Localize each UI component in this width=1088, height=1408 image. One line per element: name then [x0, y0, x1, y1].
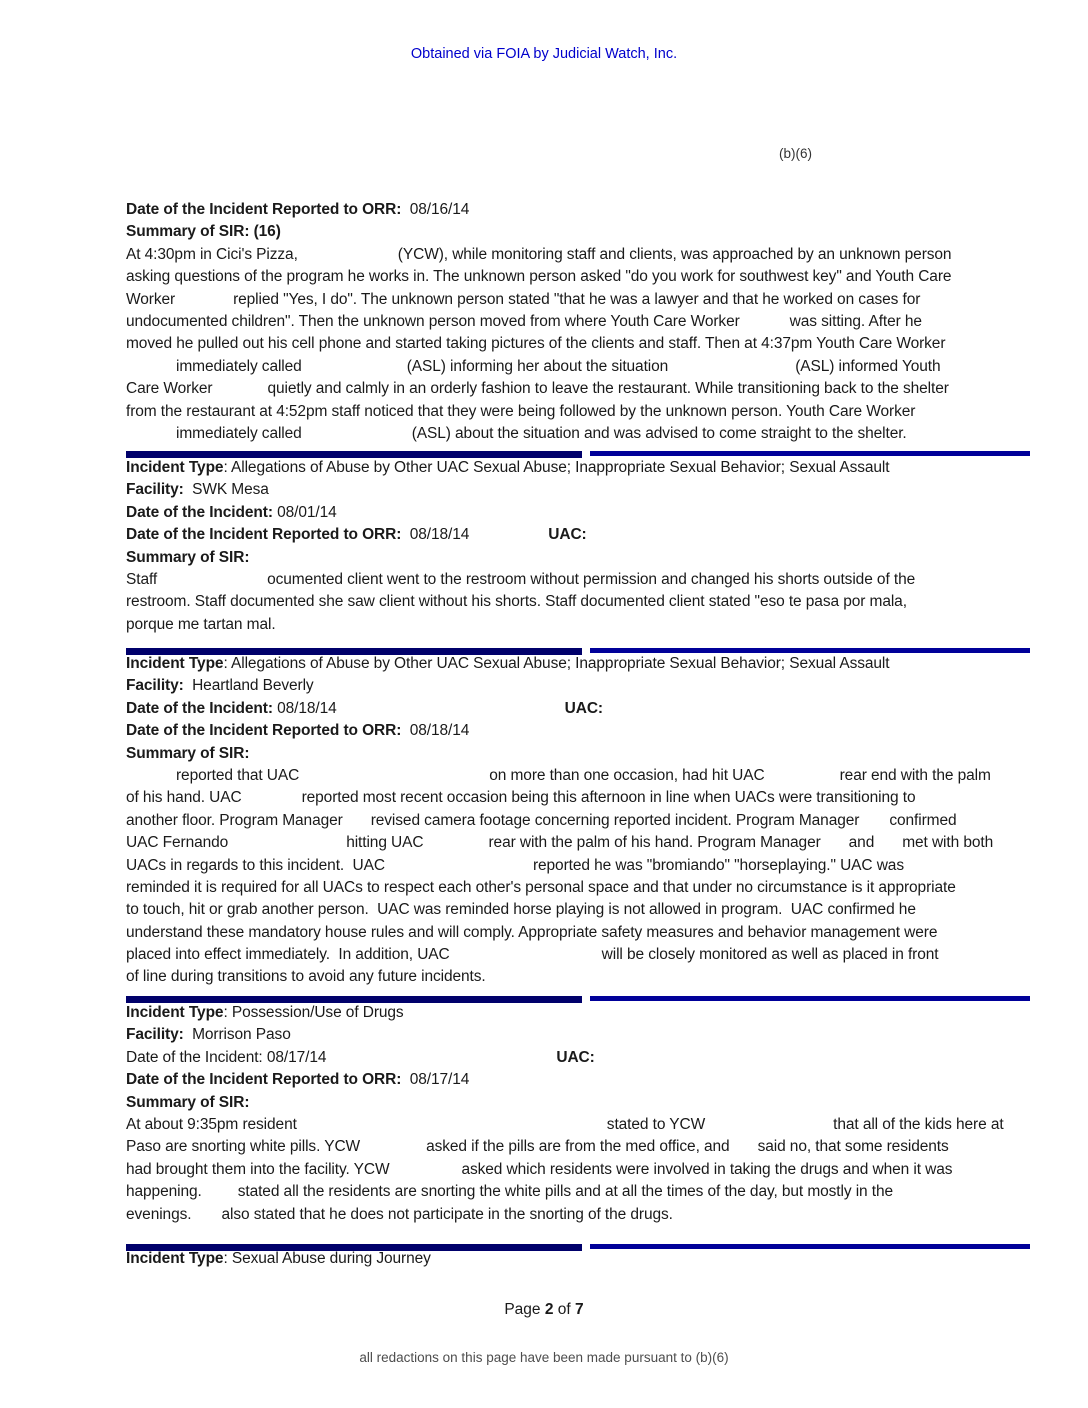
report-line [126, 944, 1028, 966]
report-line [126, 244, 1028, 266]
report-line [126, 743, 1028, 765]
field-label: Date of the Incident: [126, 699, 273, 717]
text-segment: that all of the kids here at [833, 1115, 1004, 1133]
redacted-gap [326, 1061, 556, 1062]
field-label: Date of the Incident Reported to ORR: [126, 722, 402, 740]
text-segment: from the restaurant at 4:52pm staff noticed that they were being followed by the unknown person. Youth Care Worker [126, 402, 916, 420]
redacted-gap [175, 303, 233, 304]
redacted-gap [385, 869, 533, 870]
report-line [126, 1024, 1028, 1046]
text-segment: reported that UAC [176, 766, 300, 784]
redacted-gap [202, 1195, 238, 1196]
text-segment: UACs in regards to this incident. UAC [126, 856, 385, 874]
text-segment: Staff [126, 570, 158, 588]
field-label: Incident Type [126, 1250, 224, 1267]
redacted-gap [859, 824, 889, 825]
report-line [126, 1204, 1028, 1226]
report-line [126, 1092, 1028, 1114]
text-segment: rear end with the palm [839, 766, 991, 784]
field-label: Date of the Incident Reported to ORR: [126, 201, 402, 218]
field-label: Facility: [126, 677, 184, 695]
text-segment: on more than one occasion, had hit UAC [489, 766, 765, 784]
report-line [126, 423, 1028, 445]
redacted-gap [126, 370, 176, 371]
text-segment: asked if the pills are from the med office, and [426, 1138, 730, 1156]
text-segment: another floor. Program Manager [126, 811, 343, 829]
redacted-gap [765, 779, 840, 780]
text-segment: undocumented children". Then the unknown person moved from where Youth Care Worker [126, 312, 740, 330]
report-line [126, 1136, 1028, 1158]
text-segment: Heartland Beverly [183, 677, 314, 695]
report-line [126, 266, 1028, 288]
report-line [126, 720, 1028, 742]
redacted-gap [450, 958, 602, 959]
text-segment: reported he was "bromiando" "horseplaying." UAC was [532, 856, 904, 874]
text-segment: 08/18/14 [272, 699, 337, 717]
text-segment: said no, that some residents [757, 1138, 949, 1156]
redacted-gap [705, 1128, 833, 1129]
redacted-gap [874, 846, 902, 847]
redacted-gap [740, 325, 790, 326]
text-segment: 08/16/14 [401, 201, 470, 218]
report-line [126, 221, 1028, 243]
text-segment: will be closely monitored as well as placed in front [601, 946, 939, 964]
redacted-gap [389, 1173, 461, 1174]
report-line [126, 922, 1028, 944]
text-segment: ocumented client went to the restroom without permission and changed his shorts outside of the [267, 570, 916, 588]
field-label: Incident Type [126, 1004, 224, 1021]
report-line [126, 787, 1028, 809]
report-line [126, 675, 1028, 697]
page-total: 7 [575, 1301, 584, 1318]
redacted-gap [299, 779, 489, 780]
field-label: UAC: [564, 699, 603, 717]
text-segment: reported most recent occasion being this afternoon in line when UACs were transitioning to [301, 789, 916, 807]
page-number: 2 [544, 1301, 554, 1318]
redacted-gap [343, 824, 371, 825]
incident-section-sexual-abuse-journey [126, 1248, 1028, 1270]
redacted-gap [469, 538, 548, 539]
foia-header-notice: Obtained via FOIA by Judicial Watch, Inc. [410, 46, 678, 62]
text-segment: hitting UAC [346, 834, 424, 852]
text-segment: rear with the palm of his hand. Program Manager [488, 834, 821, 852]
text-segment: immediately called [176, 424, 302, 442]
redacted-gap [423, 846, 488, 847]
report-line [126, 311, 1028, 333]
report-line [126, 1181, 1028, 1203]
redacted-gap [126, 437, 176, 438]
text-segment: and [848, 834, 875, 852]
report-line [126, 199, 1028, 221]
incident-section-morrison-paso [126, 1002, 1028, 1226]
report-line [126, 614, 1028, 636]
report-line [126, 289, 1028, 311]
text-segment: Care Worker [126, 380, 213, 398]
text-segment: asked which residents were involved in taking the drugs and when it was [461, 1160, 953, 1178]
text-segment: placed into effect immediately. In addition, UAC [126, 946, 450, 964]
text-segment: (ASL) about the situation and was advised to come straight to the shelter. [411, 424, 907, 442]
text-segment: 08/17/14 [401, 1071, 470, 1089]
text-segment: reminded it is required for all UACs to respect each other's personal space and that under no circumstance is it appropriate [126, 878, 956, 896]
field-label: Summary of SIR: [126, 744, 250, 762]
report-line [126, 457, 1028, 479]
field-label: Facility: [126, 1026, 184, 1044]
report-line [126, 524, 1028, 546]
field-label: Date of the Incident Reported to ORR: [126, 526, 402, 544]
report-line [126, 1047, 1028, 1069]
report-line [126, 591, 1028, 613]
text-segment: happening. [126, 1183, 202, 1201]
report-line [126, 401, 1028, 423]
text-segment: Date of the Incident: 08/17/14 [126, 1048, 327, 1066]
redacted-gap [212, 392, 267, 393]
text-segment: : Sexual Abuse during Journey [223, 1250, 431, 1267]
report-line [126, 1002, 1028, 1024]
redacted-gap [191, 1218, 221, 1219]
field-label: Incident Type [126, 655, 224, 672]
of-label: of [557, 1301, 571, 1318]
field-label: Incident Type [126, 459, 224, 476]
report-line [126, 1159, 1028, 1181]
text-segment: immediately called [176, 357, 302, 375]
incident-section-swk-mesa [126, 457, 1028, 636]
report-line [126, 765, 1028, 787]
text-segment: : Allegations of Abuse by Other UAC Sexual Abuse; Inappropriate Sexual Behavior; Sexual Assault [223, 655, 890, 672]
report-line [126, 378, 1028, 400]
divider-right-segment [590, 451, 1030, 456]
text-segment: had brought them into the facility. YCW [126, 1160, 390, 1178]
text-segment: stated to YCW [606, 1115, 706, 1133]
page-label: Page [504, 1301, 541, 1318]
redacted-gap [228, 846, 346, 847]
text-segment: met with both [902, 834, 994, 852]
report-line [126, 502, 1028, 524]
text-segment: evenings. [126, 1205, 192, 1223]
text-segment: At 4:30pm in Cici's Pizza, [126, 245, 298, 263]
page-footer [0, 1301, 1088, 1319]
text-segment: stated all the residents are snorting the white pills and at all the times of the day, but mostly in the [237, 1183, 894, 1201]
redacted-gap [302, 370, 407, 371]
text-segment: revised camera footage concerning reported incident. Program Manager [370, 811, 860, 829]
text-segment: (ASL) informed Youth [795, 357, 941, 375]
text-segment: Morrison Paso [183, 1026, 291, 1044]
report-line [126, 855, 1028, 877]
report-line [126, 569, 1028, 591]
text-segment: : Allegations of Abuse by Other UAC Sexual Abuse; Inappropriate Sexual Behavior; Sexual Assault [223, 459, 890, 476]
report-line [126, 877, 1028, 899]
redaction-note: all redactions on this page have been made pursuant to (b)(6) [359, 1350, 729, 1365]
redacted-gap [242, 801, 302, 802]
report-line [126, 479, 1028, 501]
text-segment: also stated that he does not participate in the snorting of the drugs. [221, 1205, 673, 1223]
text-segment: replied "Yes, I do". The unknown person stated "that he was a lawyer and that he worked on cases for [233, 290, 921, 308]
redacted-gap [730, 1150, 758, 1151]
text-segment: SWK Mesa [183, 481, 269, 499]
redacted-gap [337, 712, 565, 713]
redacted-gap [126, 779, 176, 780]
text-segment: quietly and calmly in an orderly fashion to leave the restaurant. While transitioning back to the shelter [267, 380, 949, 398]
redacted-gap [157, 583, 267, 584]
report-line [126, 810, 1028, 832]
report-line [126, 966, 1028, 988]
text-segment: porque me tartan mal. [126, 615, 276, 633]
text-segment: 08/01/14 [272, 503, 337, 521]
report-line [126, 356, 1028, 378]
report-line [126, 1069, 1028, 1091]
field-label: Summary of SIR: [126, 1093, 250, 1111]
redacted-gap [821, 846, 849, 847]
text-segment: Worker [126, 290, 176, 308]
text-segment: 08/18/14 [401, 526, 470, 544]
report-line [126, 333, 1028, 355]
incident-section-heartland-beverly [126, 653, 1028, 989]
text-segment: was sitting. After he [789, 312, 922, 330]
redacted-gap [298, 258, 398, 259]
report-line [126, 1114, 1028, 1136]
field-label: Summary of SIR: [126, 548, 250, 566]
text-segment: : Possession/Use of Drugs [223, 1004, 404, 1021]
redacted-gap [668, 370, 795, 371]
report-line [126, 832, 1028, 854]
text-segment: confirmed [889, 811, 957, 829]
report-line [126, 653, 1028, 675]
text-segment: understand these mandatory house rules and will comply. Appropriate safety measures and behavior management were [126, 923, 938, 941]
text-segment: asking questions of the program he works in. The unknown person asked "do you work for southwest key" and Youth Care [126, 268, 952, 286]
text-segment: moved he pulled out his cell phone and started taking pictures of the clients and staff. Then at 4:37pm Youth Care Worker [126, 335, 946, 353]
text-segment: 08/18/14 [401, 722, 470, 740]
text-segment: UAC Fernando [126, 834, 229, 852]
text-segment: restroom. Staff documented she saw client without his shorts. Staff documented client stated "eso te pasa por mala, [126, 593, 907, 611]
report-line [126, 547, 1028, 569]
text-segment: At about 9:35pm resident [126, 1115, 297, 1133]
divider-right-segment [590, 996, 1030, 1001]
text-segment: (ASL) informing her about the situation [406, 357, 669, 375]
field-label: UAC: [556, 1048, 595, 1066]
text-segment: of his hand. UAC [126, 789, 242, 807]
incident-section-continued [126, 199, 1028, 445]
field-label: Facility: [126, 481, 184, 499]
report-line [126, 899, 1028, 921]
report-line [126, 1248, 1028, 1270]
redaction-marker: (b)(6) [779, 146, 812, 161]
field-label: Date of the Incident: [126, 503, 273, 521]
text-segment: to touch, hit or grab another person. UAC was reminded horse playing is not allowed in program. UAC confirmed he [126, 901, 916, 919]
text-segment: (YCW), while monitoring staff and clients, was approached by an unknown person [397, 245, 952, 263]
field-label: UAC: [548, 526, 587, 544]
redacted-gap [360, 1150, 426, 1151]
text-segment: Paso are snorting white pills. YCW [126, 1138, 361, 1156]
report-line [126, 698, 1028, 720]
redacted-gap [297, 1128, 607, 1129]
field-label: Summary of SIR: (16) [126, 223, 281, 241]
field-label: Date of the Incident Reported to ORR: [126, 1071, 402, 1089]
redacted-gap [302, 437, 412, 438]
text-segment: of line during transitions to avoid any future incidents. [126, 968, 486, 986]
